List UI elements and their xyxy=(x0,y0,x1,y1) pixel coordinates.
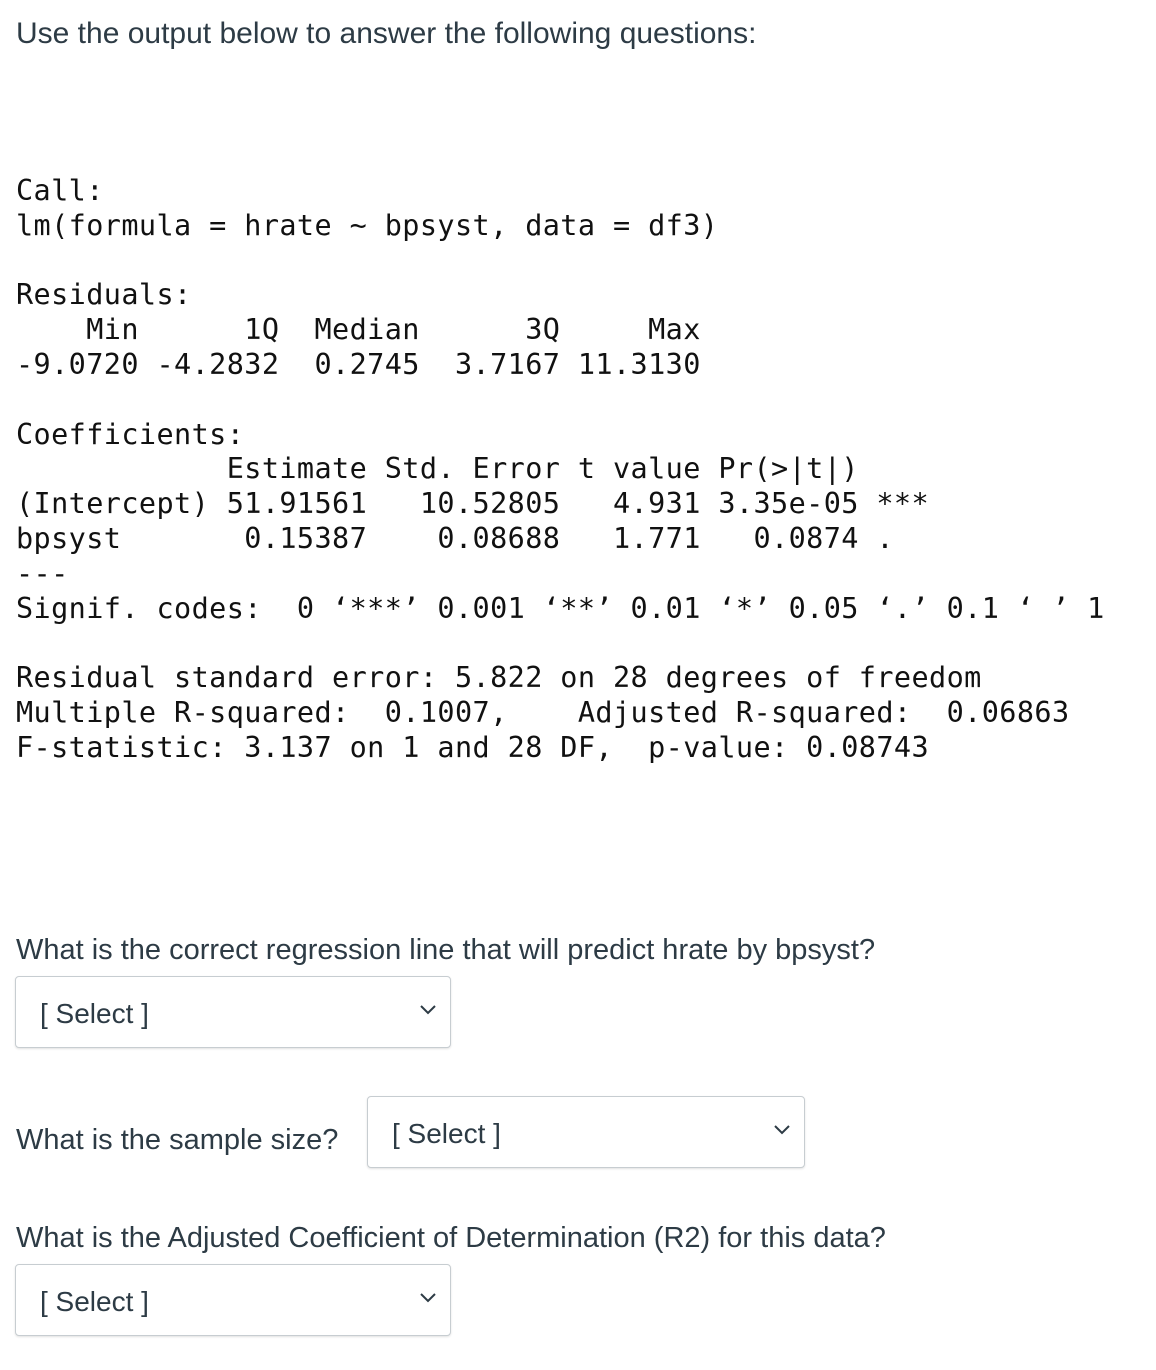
adjusted-r2-select[interactable] xyxy=(15,1264,451,1336)
output-line: Call: xyxy=(16,174,104,207)
question-sample-size: What is the sample size? xyxy=(16,1124,339,1156)
output-line: Residuals: xyxy=(16,278,192,312)
output-line: Multiple R-squared: 0.1007, Adjusted R-squared: 0.06863 xyxy=(16,695,1070,729)
select-value: [ Select ] xyxy=(392,1118,501,1149)
output-line: bpsyst 0.15387 0.08688 1.771 0.0874 . xyxy=(16,521,894,555)
output-line: Coefficients: xyxy=(16,417,245,451)
output-line: Signif. codes: 0 ‘***’ 0.001 ‘**’ 0.01 ‘*’ 0.05 ‘.’ 0.1 ‘ ’ 1 xyxy=(16,591,1105,625)
r-regression-output xyxy=(16,174,1105,766)
question-regression-line: What is the correct regression line that will predict hrate by bpsyst? xyxy=(16,934,876,966)
select-value: [ Select ] xyxy=(40,1286,149,1317)
output-line: Min 1Q Median 3Q Max xyxy=(16,313,701,347)
output-line: Residual standard error: 5.822 on 28 degrees of freedom xyxy=(16,661,982,695)
output-line: F-statistic: 3.137 on 1 and 28 DF, p-value: 0.08743 xyxy=(16,730,930,764)
instructions-text: Use the output below to answer the following questions: xyxy=(16,17,757,50)
output-line: lm(formula = hrate ~ bpsyst, data = df3) xyxy=(16,208,719,242)
chevron-down-icon xyxy=(420,1005,436,1015)
sample-size-select[interactable] xyxy=(367,1096,805,1168)
output-line: --- xyxy=(16,556,69,590)
regression-line-select[interactable] xyxy=(15,976,451,1048)
output-line: (Intercept) 51.91561 10.52805 4.931 3.35e-05 *** xyxy=(16,487,930,521)
output-line xyxy=(16,626,1105,661)
output-line xyxy=(16,383,1105,418)
output-line: -9.0720 -4.2832 0.2745 3.7167 11.3130 xyxy=(16,347,701,381)
output-line: Estimate Std. Error t value Pr(>|t|) xyxy=(16,452,859,486)
question-adjusted-r2: What is the Adjusted Coefficient of Determination (R2) for this data? xyxy=(16,1222,886,1254)
chevron-down-icon xyxy=(774,1125,790,1135)
output-line xyxy=(16,244,1105,279)
select-value: [ Select ] xyxy=(40,998,149,1029)
chevron-down-icon xyxy=(420,1293,436,1303)
